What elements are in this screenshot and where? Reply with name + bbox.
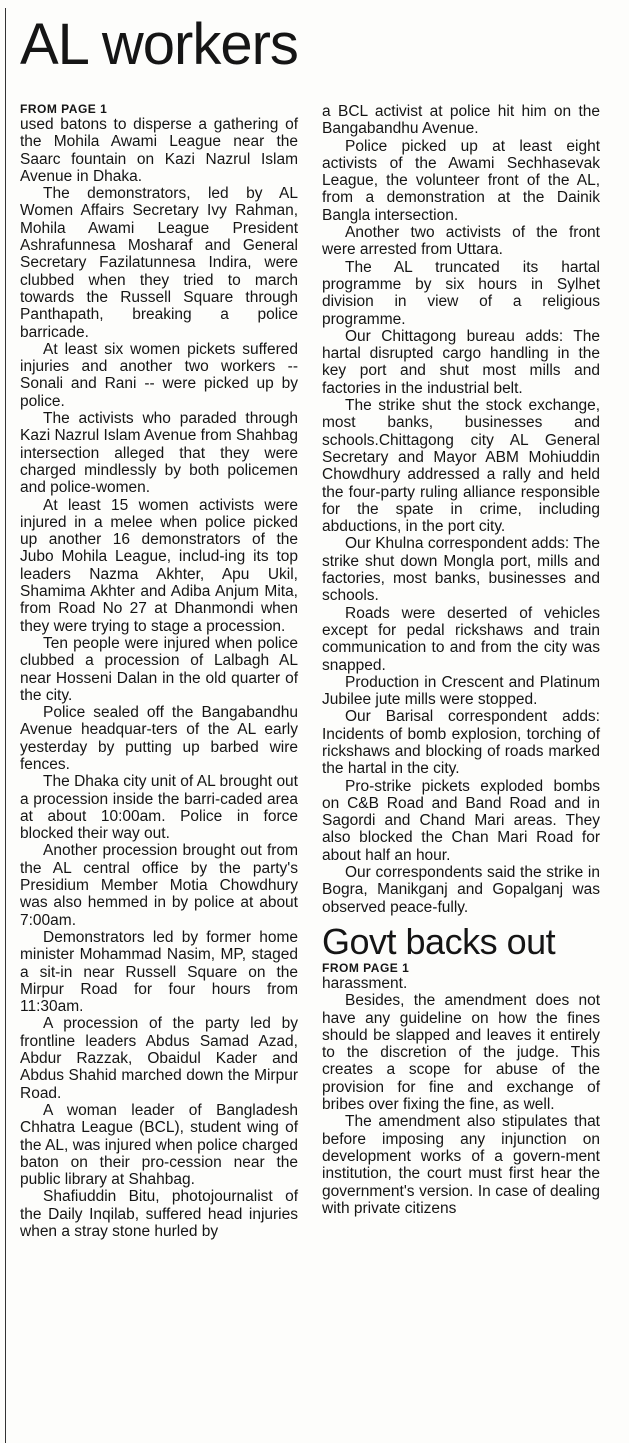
right-column-body [322,103,600,916]
second-article-body [322,975,600,1217]
paragraph: Ten people were injured when police clubbed a procession of Lalbagh AL near Hosseni Dalan in the old quarter of the city. [20,634,298,704]
paragraph: Police picked up at least eight activists of the Awami Sechhasevak League, the volunteer front of the AL, from a demonstration at the Dainik Bangla intersection. [322,137,600,224]
paragraph: Police sealed off the Bangabandhu Avenue headquar-ters of the AL early yesterday by putting up barbed wire fences. [20,704,298,773]
left-column [20,103,298,1240]
paragraph: Our correspondents said the strike in Bogra, Manikganj and Gopalganj was observed peace-fully. [322,864,600,916]
second-article-headline: Govt backs out [322,920,556,962]
paragraph: used batons to disperse a gathering of the Mohila Awami League near the Saarc fountain on Kazi Nazrul Islam Avenue in Dhaka. [20,116,298,185]
column-rule [5,8,6,1443]
paragraph: Our Chittagong bureau adds: The hartal disrupted cargo handling in the key port and shut most mills and factories in the industrial belt. [322,327,600,397]
paragraph: Another two activists of the front were arrested from Uttara. [322,224,600,259]
paragraph: Demonstrators led by former home minister Mohammad Nasim, MP, staged a sit-in near Russell Square on the Mirpur Road for four hours from 11:30am. [20,928,298,1016]
paragraph: The amendment also stipulates that before imposing any injunction on development works of a govern-ment institution, the court must first hear the government's version. In case of dealing with private citizens [322,1113,600,1217]
paragraph: Besides, the amendment does not have any guideline on how the fines should be slapped and leaves it entirely to the discretion of the judge. This creates a scope for abuse of the provision for fine and exchange of bribes over fixing the fine, as well. [322,992,600,1114]
paragraph: The AL truncated its hartal programme by six hours in Sylhet division in view of a religious programme. [322,258,600,328]
paragraph: At least 15 women activists were injured in a melee when police picked up another 16 demonstrators of the Jubo Mohila League, includ-ing its top leaders Nazma Akhter, Apu Ukil, Shamima Akhter and Adiba Anjum Mita, from Road No 27 at Dhanmondi when they were trying to stage a procession. [20,496,298,635]
paragraph: At least six women pickets suffered injuries and another two workers -- Sonali and Rani -- were picked up by police. [20,340,298,410]
paragraph: Our Barisal correspondent adds: Incidents of bomb explosion, torching of rickshaws and blocking of roads marked the hartal in the city. [322,708,600,778]
left-column-body [20,116,298,1240]
paragraph: A procession of the party led by frontline leaders Abdus Samad Azad, Abdur Razzak, Obaidul Kader and Abdus Shahid marched down the Mirpur Road. [20,1015,298,1102]
paragraph: The Dhaka city unit of AL brought out a procession inside the barri-caded area at about 10:00am. Police in force blocked their way out. [20,773,298,843]
paragraph: A woman leader of Bangladesh Chhatra League (BCL), student wing of the AL, was injured when police charged baton on their pro-cession near the public library at Shahbag. [20,1101,298,1189]
paragraph: harassment. [322,974,408,992]
paragraph: The activists who paraded through Kazi Nazrul Islam Avenue from Shahbag intersection alleged that they were charged mindlessly by both policemen and police-women. [20,410,299,497]
headline: AL workers [20,12,298,77]
second-article [322,922,600,1217]
paragraph: Another procession brought out from the AL central office by the party's Presidium Member Motia Chowdhury was also hemmed in by police at about 7:00am. [20,842,298,929]
from-page-label: FROM PAGE 1 [322,960,410,975]
paragraph: The demonstrators, led by AL Women Affairs Secretary Ivy Rahman, Mohila Awami League President Ashrafunnesa Mosharaf and General Secretary Fazilatunnesa Indira, were clubbed when they tried to march towards the Russell Square through Panthapath, breaking a police barricade. [20,185,298,341]
paragraph: a BCL activist at police hit him on the Bangabandhu Avenue. [322,103,600,138]
paragraph: Production in Crescent and Platinum Jubilee jute mills were stopped. [322,673,600,709]
paragraph: Pro-strike pickets exploded bombs on C&B Road and Band Road and in Sagordi and Chand Mari areas. They also blocked the Chan Mari Road for about half an hour. [322,777,600,864]
paragraph: The strike shut the stock exchange, most banks, businesses and schools.Chittagong city AL General Secretary and Mayor ABM Mohiuddin Chowdhury addressed a rally and held the four-party ruling alliance responsible for the spate in crime, including abductions, in the port city. [322,397,600,536]
paragraph: Shafiuddin Bitu, photojournalist of the Daily Inqilab, suffered head injuries when a stray stone hurled by [20,1188,298,1240]
from-page-label: FROM PAGE 1 [20,102,108,116]
paragraph: Our Khulna correspondent adds: The strike shut down Mongla port, mills and factories, most banks, businesses and schools. [322,535,600,605]
right-column [322,103,600,1217]
paragraph: Roads were deserted of vehicles except for pedal rickshaws and train communication to and from the city was snapped. [322,604,600,674]
